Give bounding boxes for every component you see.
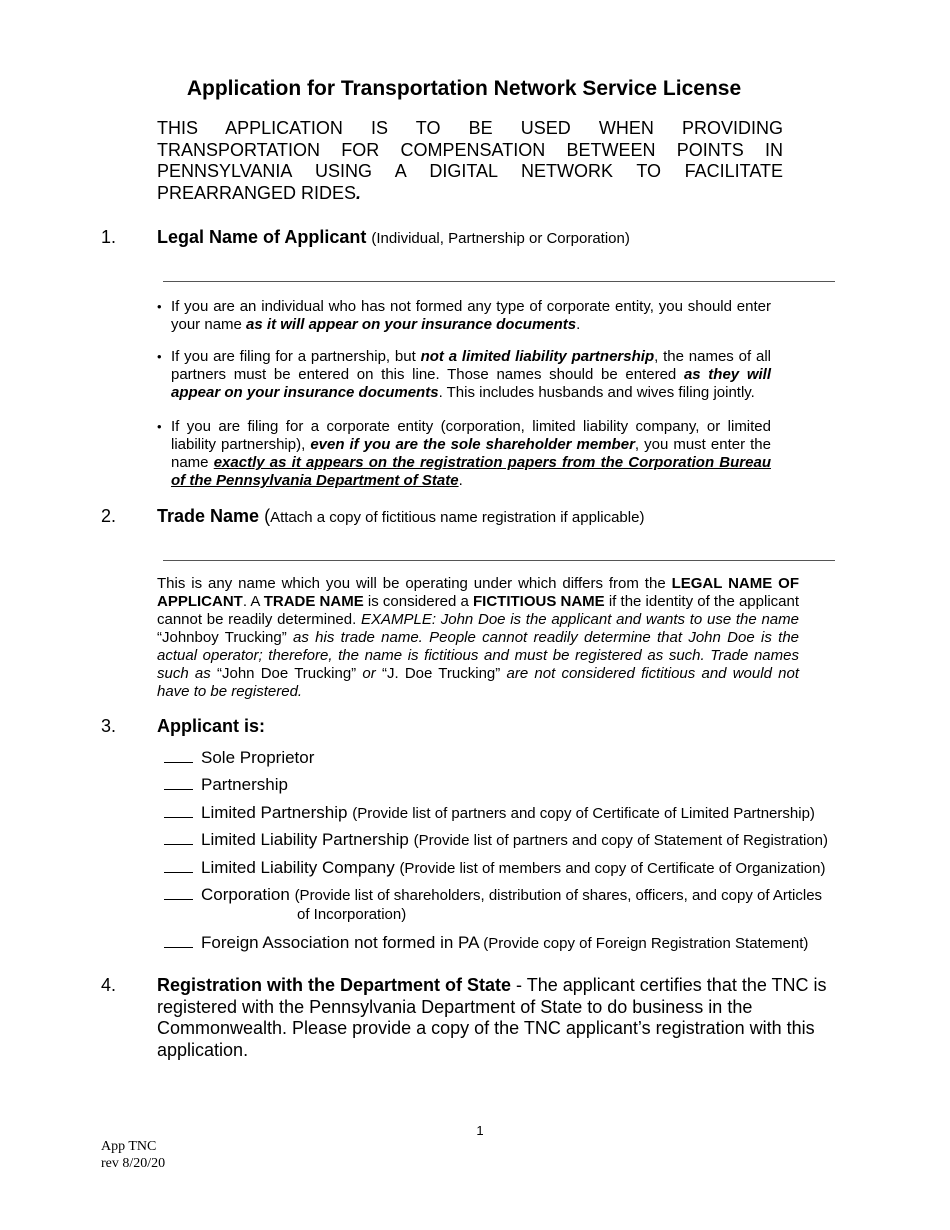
intro-last-line: PREARRANGED RIDES. <box>157 182 362 203</box>
section-4-text: Registration with the Department of State - The applicant certifies that the TNC is registered with the Pennsylvania Department of State to do business in the Commonwealth. Please provide a copy of the TNC applicant’s registration with this application. <box>157 975 827 1060</box>
checkbox-blank[interactable] <box>164 843 193 845</box>
section-1-bullet-1: • If you are an individual who has not formed any type of corporate entity, you should enter your name as it will appear on your insurance documents. <box>157 298 771 333</box>
checkbox-blank[interactable] <box>164 946 193 948</box>
option-partnership[interactable]: Partnership <box>164 775 288 795</box>
option-limited-liability-company[interactable]: Limited Liability Company (Provide list of members and copy of Certificate of Organization) <box>164 858 825 878</box>
section-1-bullet-3: • If you are filing for a corporate entity (corporation, limited liability company, or limited liability partnership), even if you are the sole shareholder member, you must enter the name exactly as it appears on the registration papers from the Corporation Bureau of the Pennsylvania Department of State. <box>157 418 771 489</box>
intro-text: THIS APPLICATION IS TO BE USED WHEN PROVIDING TRANSPORTATION FOR COMPENSATION BETWEEN POINTS IN PENNSYLVANIA USING A DIGITAL NETWORK TO FACILITATE <box>157 118 783 181</box>
bullet-icon: • <box>157 299 162 314</box>
footer-form-id: App TNC rev 8/20/20 <box>101 1139 166 1171</box>
option-corporation-note-cont: of Incorporation) <box>297 906 407 923</box>
section-1-bullet-2: • If you are filing for a partnership, but not a limited liability partnership, the names of all partners must be entered on this line. Those names should be entered as they will appear on your insurance documents. This includes husbands and wives filing jointly. <box>157 348 771 401</box>
intro-paragraph <box>157 118 783 204</box>
legal-name-field[interactable] <box>163 281 835 282</box>
option-limited-liability-partnership[interactable]: Limited Liability Partnership (Provide list of partners and copy of Statement of Registration) <box>164 830 828 850</box>
option-corporation[interactable]: Corporation (Provide list of shareholders, distribution of shares, officers, and copy of Articles <box>164 885 822 905</box>
section-4-number: 4. <box>101 975 117 995</box>
section-1-heading: Legal Name of Applicant (Individual, Partnership or Corporation) <box>157 227 630 247</box>
section-2-heading: Trade Name (Attach a copy of fictitious name registration if applicable) <box>157 506 645 526</box>
section-3-number: 3. <box>101 716 117 736</box>
section-3-heading: Applicant is: <box>157 716 266 736</box>
checkbox-blank[interactable] <box>164 788 193 790</box>
option-foreign-association[interactable]: Foreign Association not formed in PA (Provide copy of Foreign Registration Statement) <box>164 933 808 953</box>
option-sole-proprietor[interactable]: Sole Proprietor <box>164 748 314 768</box>
checkbox-blank[interactable] <box>164 816 193 818</box>
checkbox-blank[interactable] <box>164 898 193 900</box>
page-title: Application for Transportation Network Service License <box>186 77 742 100</box>
option-limited-partnership[interactable]: Limited Partnership (Provide list of partners and copy of Certificate of Limited Partnership) <box>164 803 815 823</box>
page-number: 1 <box>476 1123 484 1138</box>
checkbox-blank[interactable] <box>164 761 193 763</box>
section-1-number: 1. <box>101 227 117 247</box>
bullet-icon: • <box>157 349 162 364</box>
trade-name-field[interactable] <box>163 560 835 561</box>
trade-name-explanation: This is any name which you will be operating under which differs from the LEGAL NAME OF APPLICANT. A TRADE NAME is considered a FICTITIOUS NAME if the identity of the applicant cannot be readily determined. EXAMPLE: John Doe is the applicant and wants to use the name “Johnboy Trucking” as his trade name. People cannot readily determine that John Doe is the actual operator; therefore, the name is fictitious and must be registered as such. Trade names such as “John Doe Trucking” or “J. Doe Trucking” are not considered fictitious and would not have to be registered. <box>157 575 800 700</box>
bullet-icon: • <box>157 419 162 434</box>
section-2-number: 2. <box>101 506 117 526</box>
checkbox-blank[interactable] <box>164 871 193 873</box>
